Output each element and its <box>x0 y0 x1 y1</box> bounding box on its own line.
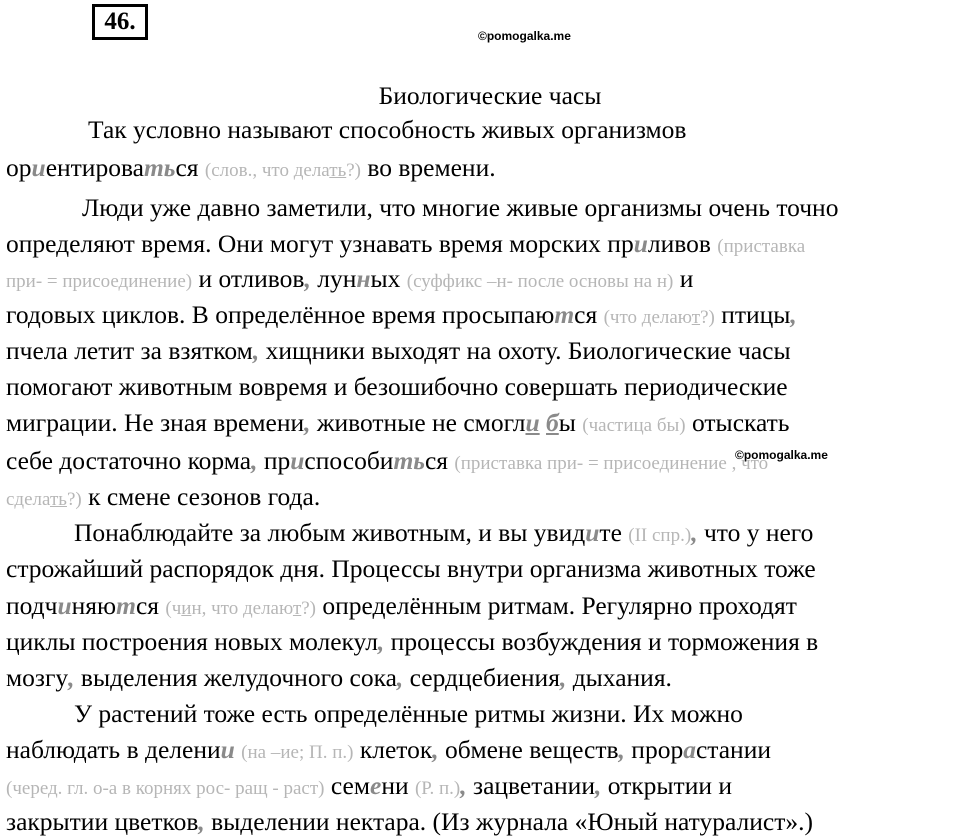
text-segment: ся <box>135 591 166 620</box>
text-line <box>74 697 743 731</box>
text-segment: определяют время. Они могут узнавать время морских пр <box>6 229 634 258</box>
text-line <box>74 516 813 553</box>
text-segment: обмене веществ <box>438 735 619 764</box>
text-segment: сердцебиения <box>403 663 560 692</box>
watermark-middle: ©pomogalka.me <box>735 448 828 462</box>
grammar-note: (Р. п.) <box>414 778 461 799</box>
grammar-note: (суффикс –н- после основы на н) <box>406 271 674 292</box>
text-segment: строжайший распорядок дня. Процессы внутри организма животных тоже <box>6 554 816 583</box>
grammar-note: ть <box>329 160 347 181</box>
text-segment: ор <box>6 153 32 182</box>
text-line <box>6 733 771 770</box>
text-segment: во времени. <box>361 153 496 182</box>
text-segment: ся <box>175 153 205 182</box>
text-segment: выделения желудочного сока <box>74 663 397 692</box>
text-segment: птицы <box>714 300 791 329</box>
text-segment: помогают животным вовремя и безошибочно совершать периодические <box>6 372 788 401</box>
orthogram-letter: н <box>356 264 371 293</box>
text-segment: зацветании <box>466 771 595 800</box>
grammar-note: (приставка <box>717 236 806 257</box>
punctuation-mark: , <box>790 300 797 329</box>
text-segment: ни <box>381 771 415 800</box>
text-line <box>6 769 732 806</box>
text-line <box>6 589 797 626</box>
grammar-note: (на –ие; П. п.) <box>241 742 354 763</box>
grammar-note: (слов., что дела <box>204 160 330 181</box>
punctuation-mark: , <box>460 771 467 800</box>
text-segment: процессы возбуждения и торможения в <box>384 627 819 656</box>
text-segment: дыхания. <box>566 663 672 692</box>
orthogram-letter: и <box>585 518 600 547</box>
grammar-note: т <box>691 307 701 328</box>
grammar-note: (черед. гл. о-а в корнях рос- ращ - раст) <box>6 778 325 799</box>
text-segment: себе достаточно корма <box>6 446 252 475</box>
text-segment: и <box>673 264 694 293</box>
grammar-note: т <box>292 598 302 619</box>
text-segment: стании <box>695 735 771 764</box>
text-line <box>6 406 789 443</box>
text-segment: закрытии цветков <box>6 807 199 836</box>
text-segment: Люди уже давно заметили, что многие живые организмы очень точно <box>82 193 839 222</box>
text-segment: мозгу <box>6 663 69 692</box>
grammar-note: при- = присоединение) <box>6 271 193 292</box>
text-line <box>6 262 693 299</box>
text-line <box>6 552 816 586</box>
text-segment: способи <box>304 446 394 475</box>
orthogram-letter: и <box>31 153 46 182</box>
text-line <box>6 625 818 659</box>
text-segment: животные не смогл <box>310 408 526 437</box>
text-segment: отыскать <box>685 408 790 437</box>
punctuation-mark: , <box>251 446 258 475</box>
grammar-note: ?) <box>301 598 317 619</box>
grammar-note: ?) <box>700 307 715 328</box>
punctuation-mark: , <box>198 807 205 836</box>
text-line <box>82 191 838 225</box>
grammar-note: ть <box>49 489 67 510</box>
punctuation-mark: , <box>594 771 602 800</box>
text-line <box>6 227 805 264</box>
text-segment: пчела летит за взятком <box>6 336 253 365</box>
text-segment: сем <box>324 771 370 800</box>
punctuation-mark: , <box>559 663 567 692</box>
text-line <box>88 113 686 147</box>
grammar-note: сдела <box>6 489 50 510</box>
text-segment: ся <box>574 300 604 329</box>
grammar-note: (ч <box>165 598 182 619</box>
text-line <box>6 334 791 368</box>
watermark-top: ©pomogalka.me <box>478 29 571 43</box>
grammar-note: (приставка при- = присоединение , что <box>454 453 769 474</box>
grammar-note: ?) <box>66 489 82 510</box>
orthogram-letter: т <box>116 591 136 620</box>
text-segment: прор <box>624 735 684 764</box>
text-segment: те <box>599 518 629 547</box>
punctuation-mark: , <box>304 408 311 437</box>
text-segment: что у него <box>697 518 814 547</box>
text-segment: лун <box>310 264 357 293</box>
text-segment: пр <box>257 446 291 475</box>
orthogram-letter: ть <box>393 446 425 475</box>
punctuation-mark: , <box>252 336 260 365</box>
orthogram-letter: и <box>525 408 540 437</box>
text-line <box>6 151 496 188</box>
orthogram-letter: и <box>57 591 72 620</box>
text-line <box>6 805 813 839</box>
exercise-number: 46. <box>92 4 148 40</box>
punctuation-mark: , <box>618 735 625 764</box>
text-segment: клеток <box>353 735 433 764</box>
orthogram-letter: ть <box>143 153 176 182</box>
orthogram-letter: и <box>290 446 305 475</box>
orthogram-letter: а <box>683 735 696 764</box>
grammar-note: (что делаю <box>603 307 692 328</box>
punctuation-mark: , <box>304 264 311 293</box>
orthogram-letter: и <box>220 735 235 764</box>
text-segment: и отливов <box>192 264 305 293</box>
grammar-note: н, что делаю <box>191 598 293 619</box>
orthogram-letter: б <box>546 408 559 437</box>
text-segment: миграции. Не зная времени <box>6 408 305 437</box>
text-segment: ы <box>558 408 583 437</box>
text-title: Биологические часы <box>378 81 602 110</box>
text-segment: открытии и <box>601 771 733 800</box>
grammar-note: и <box>181 598 192 619</box>
text-segment: годовых циклов. В определённое время просыпаю <box>6 300 555 329</box>
punctuation-mark: , <box>432 735 439 764</box>
text-segment: Так условно называют способность живых организмов <box>88 115 687 144</box>
punctuation-mark: , <box>691 518 698 547</box>
punctuation-mark: , <box>377 627 385 656</box>
punctuation-mark: , <box>396 663 404 692</box>
text-segment: Понаблюдайте за любым животным, и вы увид <box>74 518 586 547</box>
text-segment: наблюдать в делени <box>6 735 221 764</box>
text-segment: выделении нектара. (Из журнала «Юный натуралист».) <box>204 807 813 836</box>
text-segment: к смене сезонов года. <box>81 482 321 511</box>
text-segment: ливов <box>647 229 718 258</box>
orthogram-letter: е <box>369 771 382 800</box>
text-segment: няю <box>71 591 117 620</box>
text-line <box>6 480 320 517</box>
orthogram-letter: и <box>633 229 648 258</box>
text-segment: подч <box>6 591 58 620</box>
grammar-note: ?) <box>346 160 361 181</box>
text-segment: ентирова <box>45 153 144 182</box>
text-segment: циклы построения новых молекул <box>6 627 378 656</box>
punctuation-mark: , <box>68 663 75 692</box>
text-line <box>6 370 788 404</box>
text-line <box>6 444 768 481</box>
grammar-note: (II спр.) <box>628 525 692 546</box>
orthogram-letter: т <box>554 300 575 329</box>
text-line <box>6 661 672 695</box>
text-segment: ся <box>424 446 455 475</box>
text-line <box>6 298 797 335</box>
grammar-note: (частица бы) <box>582 415 686 436</box>
text-segment: ых <box>370 264 407 293</box>
text-segment: хищники выходят на охоту. Биологические часы <box>259 336 791 365</box>
text-segment: определённым ритмам. Регулярно проходят <box>316 591 797 620</box>
text-segment: У растений тоже есть определённые ритмы жизни. Их можно <box>74 699 743 728</box>
